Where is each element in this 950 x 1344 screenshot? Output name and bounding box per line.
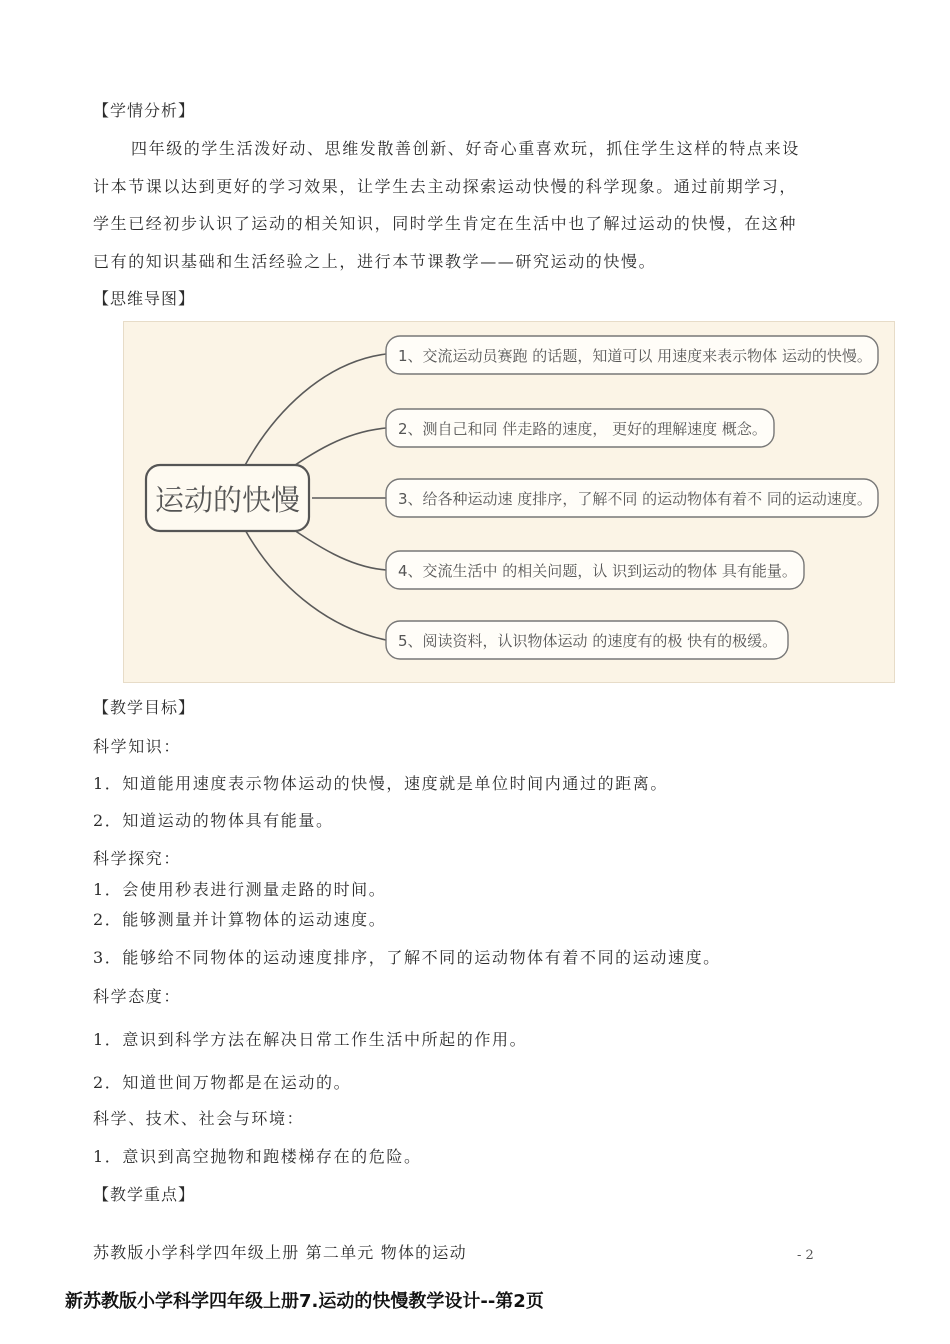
attitude-item-1: 1．意识到科学方法在解决日常工作生活中所起的作用。 — [93, 1030, 528, 1049]
footer-book-line: 苏教版小学科学四年级上册 第二单元 物体的运动 — [93, 1243, 467, 1262]
section-heading-mindmap: 【思维导图】 — [93, 289, 196, 308]
mindmap-connector-1 — [244, 354, 386, 467]
section-heading-goals: 【教学目标】 — [93, 698, 196, 717]
mind-map-canvas — [124, 322, 894, 682]
mindmap-branch-1-label: 1、交流运动员赛跑 的话题，知道可以 用速度来表示物体 运动的快慢。 — [398, 347, 872, 365]
section-heading-analysis: 【学情分析】 — [93, 101, 196, 120]
document-title: 新苏教版小学科学四年级上册7.运动的快慢教学设计--第2页 — [65, 1291, 544, 1312]
page-number: - 2 — [797, 1248, 814, 1263]
analysis-line-4: 已有的知识基础和生活经验之上，进行本节课教学——研究运动的快慢。 — [93, 252, 657, 271]
attitude-label: 科学态度： — [93, 987, 182, 1006]
inquiry-item-1: 1．会使用秒表进行测量走路的时间。 — [93, 880, 387, 899]
knowledge-item-2: 2．知道运动的物体具有能量。 — [93, 811, 334, 830]
analysis-line-3: 学生已经初步认识了运动的相关知识，同时学生肯定在生活中也了解过运动的快慢，在这种 — [93, 214, 798, 233]
analysis-line-2: 计本节课以达到更好的学习效果，让学生去主动探索运动快慢的科学现象。通过前期学习， — [93, 177, 798, 196]
mindmap-branch-3-label: 3、给各种运动速 度排序，了解不同 的运动物体有着不 同的运动速度。 — [398, 490, 872, 508]
mind-map — [123, 321, 895, 683]
mindmap-branch-4-label: 4、交流生活中 的相关问题，认 识到运动的物体 具有能量。 — [398, 562, 797, 580]
mindmap-center-label: 运动的快慢 — [154, 483, 301, 517]
analysis-line-1: 四年级的学生活泼好动、思维发散善创新、好奇心重喜欢玩，抓住学生这样的特点来设 — [131, 139, 800, 158]
inquiry-item-2: 2．能够测量并计算物体的运动速度。 — [93, 910, 387, 929]
inquiry-item-3: 3．能够给不同物体的运动速度排序，了解不同的运动物体有着不同的运动速度。 — [93, 948, 721, 967]
knowledge-item-1: 1．知道能用速度表示物体运动的快慢，速度就是单位时间内通过的距离。 — [93, 774, 668, 793]
attitude-item-2: 2．知道世间万物都是在运动的。 — [93, 1073, 352, 1092]
section-heading-key-points: 【教学重点】 — [93, 1185, 196, 1204]
mindmap-branch-5-label: 5、阅读资料，认识物体运动 的速度有的极 快有的极缓。 — [398, 632, 778, 650]
mindmap-branch-2-label: 2、测自己和同 伴走路的速度， 更好的理解速度 概念。 — [398, 420, 767, 438]
inquiry-label: 科学探究： — [93, 849, 182, 868]
mindmap-connector-5 — [244, 528, 386, 640]
sts-label: 科学、技术、社会与环境： — [93, 1109, 305, 1128]
sts-item-1: 1．意识到高空抛物和跑楼梯存在的危险。 — [93, 1147, 422, 1166]
knowledge-label: 科学知识： — [93, 737, 182, 756]
